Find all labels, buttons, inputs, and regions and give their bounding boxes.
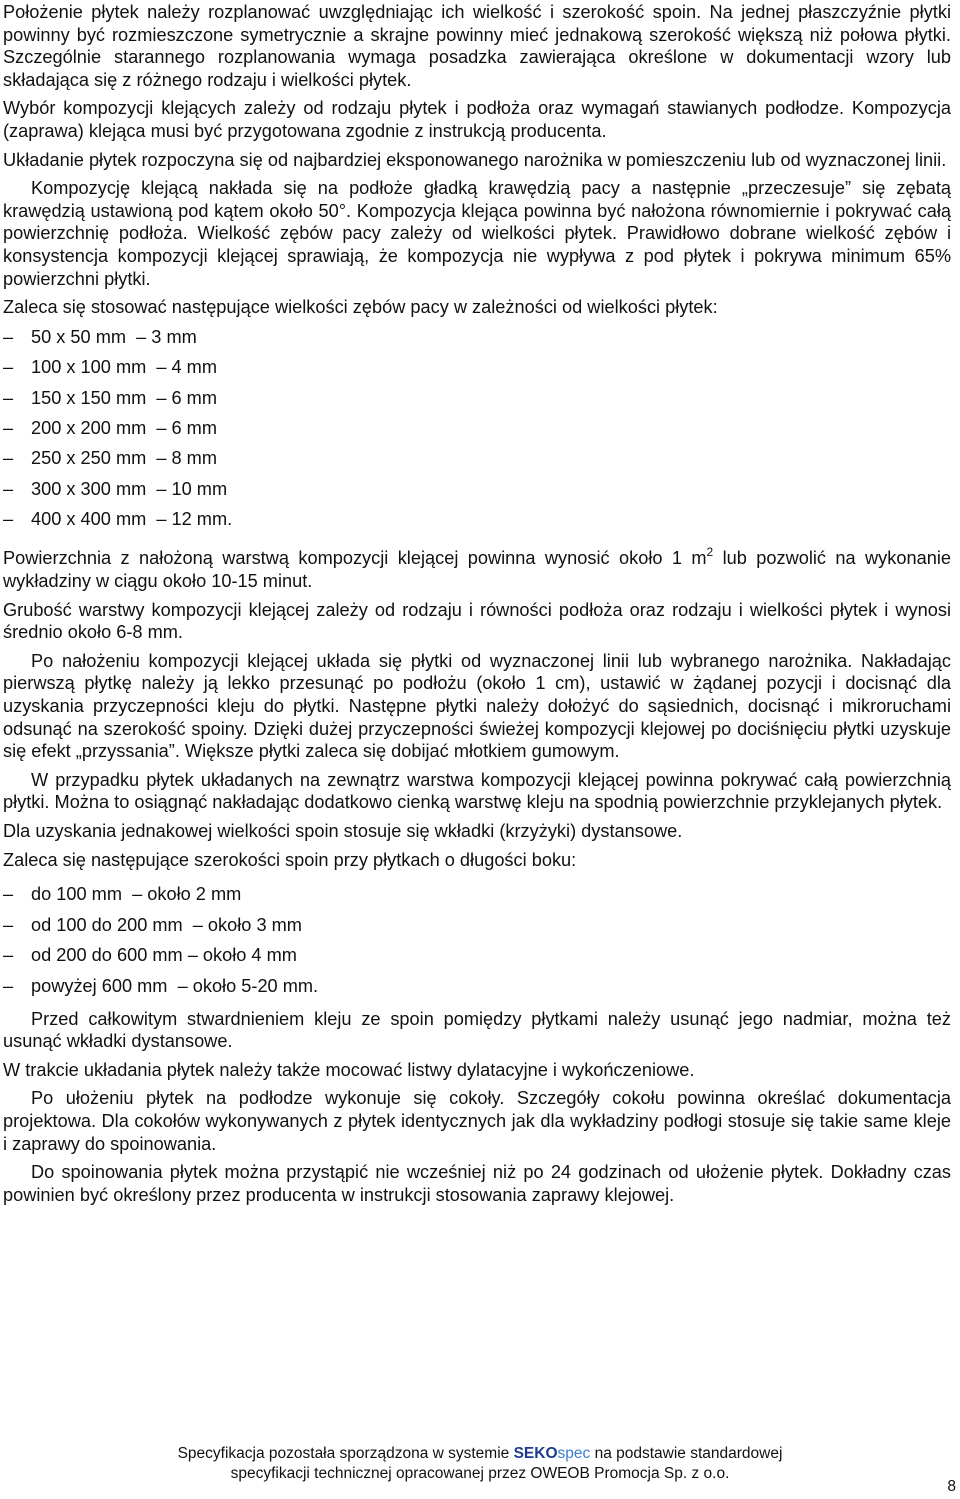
brand-logo-spec: spec <box>557 1445 591 1462</box>
document-page <box>3 1 951 1206</box>
page-number: 8 <box>947 1478 956 1495</box>
dash-bullet: – <box>3 975 14 996</box>
dash-bullet: – <box>3 326 14 347</box>
paragraph-tile-placement: Po nałożeniu kompozycji klejącej układa się płytki od wyznaczonej linii lub wybranego narożnika. Nakładając pierwszą płytkę należy ją lekko przesunąć po podłożu (około 1 cm), ustawić w żądanej pozycji i docisnąć dla uzyskania przyczepności kleju do płytki. Następne płytki należy dołożyć do sąsiednich, docisnąć i mikroruchami odsunąć na szerokość spoiny. Dzięki dużej przyczepności świeżej kompozycji klejowej po dociśnięciu płytki uzyskuje się efekt „przyssania”. Większe płytki zaleca się dobijać młotkiem gumowym. <box>3 650 951 762</box>
list-item: – do 100 mm – około 2 mm <box>3 879 951 910</box>
footer-line-1: Specyfikacja pozostała sporządzona w systemie SEKOspec na podstawie standardowej <box>177 1445 783 1462</box>
paragraph-joint-intro: Zaleca się następujące szerokości spoin przy płytkach o długości boku: <box>3 849 577 870</box>
list-item: – 250 x 250 mm – 8 mm <box>3 443 951 473</box>
paragraph-grouting: Do spoinowania płytek można przystąpić nie wcześniej niż po 24 godzinach od ułożenie płytek. Dokładny czas powinien być określony przez producenta w instrukcji stosowania zaprawy klejowej. <box>3 1162 951 1205</box>
list-item: – 300 x 300 mm – 10 mm <box>3 474 951 504</box>
paragraph-spacers: Dla uzyskania jednakowej wielkości spoin stosuje się wkładki (krzyżyki) dystansowe. <box>3 820 683 841</box>
paragraph-layer-thickness: Grubość warstwy kompozycji klejącej zależy od rodzaju i równości podłoża oraz rodzaju i wielkości płytek i wynosi średnio około 6-8 mm. <box>3 599 951 643</box>
paragraph-laying-start: Układanie płytek rozpoczyna się od najbardziej eksponowanego narożnika w pomieszczeniu lub od wyznaczonej linii. <box>3 149 947 170</box>
paragraph-tile-layout: Położenie płytek należy rozplanować uwzględniając ich wielkość i szerokość spoin. Na jednej płaszczyźnie płytki powinny być rozmieszczone symetrycznie a skrajne powinny mieć jednakową szerokość większą niż połowa płytki. Szczególnie starannego rozplanowania wymaga posadzka zawierająca określone w dokumentacji wzory lub składająca się z różnego rodzaju i wielkości płytek. <box>3 2 951 90</box>
page-footer <box>0 1444 960 1484</box>
joint-width-list <box>3 879 951 1001</box>
paragraph-expansion-strips: W trakcie układania płytek należy także mocować listwy dylatacyjne i wykończeniowe. <box>3 1059 695 1080</box>
dash-bullet: – <box>3 945 14 966</box>
list-item: – 100 x 100 mm – 4 mm <box>3 352 951 382</box>
paragraph-skirting: Po ułożeniu płytek na podłodze wykonuje się cokoły. Szczegóły cokołu powinna określać dokumentacja projektowa. Dla cokołów wykonywanych z płytek identycznych jak dla wykładziny podłogi stosuje się takie same kleje i zaprawy do spoinowania. <box>3 1088 951 1154</box>
superscript: 2 <box>706 545 714 560</box>
paragraph-coverage-time: Powierzchnia z nałożoną warstwą kompozycji klejącej powinna wynosić około 1 $m^2$ lub pozwolić na wykonanie wykładziny w ciągu około 10-15 minut. <box>3 545 951 592</box>
trowel-size-list <box>3 322 951 535</box>
list-item: – powyżej 600 mm – około 5-20 mm. <box>3 971 951 1002</box>
list-item: – 50 x 50 mm – 3 mm <box>3 322 951 352</box>
list-item: – 150 x 150 mm – 6 mm <box>3 383 951 413</box>
dash-bullet: – <box>3 509 14 530</box>
list-item: – od 100 do 200 mm – około 3 mm <box>3 910 951 941</box>
paragraph-adhesive-choice: Wybór kompozycji klejących zależy od rodzaju płytek i podłoża oraz wymagań stawianych podłodze. Kompozycja (zaprawa) klejąca musi być przygotowana zgodnie z instrukcją producenta. <box>3 98 951 141</box>
paragraph-excess-removal: Przed całkowitym stwardnieniem kleju ze spoin pomiędzy płytkami należy usunąć jego nadmiar, można też usunąć wkładki dystansowe. <box>3 1008 951 1052</box>
dash-bullet: – <box>3 448 14 469</box>
list-item: – 400 x 400 mm – 12 mm. <box>3 504 951 534</box>
dash-bullet: – <box>3 884 14 905</box>
list-item: – od 200 do 600 mm – około 4 mm <box>3 940 951 971</box>
dash-bullet: – <box>3 478 14 499</box>
paragraph-trowel-intro: Zaleca się stosować następujące wielkości zębów pacy w zależności od wielkości płytek: <box>3 297 718 318</box>
footer-line-2: specyfikacji technicznej opracowanej przez OWEOB Promocja Sp. z o.o. <box>230 1465 730 1482</box>
list-item: – 200 x 200 mm – 6 mm <box>3 413 951 443</box>
dash-bullet: – <box>3 914 14 935</box>
dash-bullet: – <box>3 387 14 408</box>
brand-logo-seko: SEKO <box>513 1445 558 1462</box>
paragraph-adhesive-application: Kompozycję klejącą nakłada się na podłoże gładką krawędzią pacy a następnie „przeczesuje” się zębatą krawędzią ustawioną pod kątem około 50°. Kompozycja klejąca powinna być nałożona równomiernie i pokrywać całą powierzchnię podłoża. Wielkość zębów pacy zależy od wielkości płytek. Prawidłowo dobrane wielkość zębów i konsystencja kompozycji klejącej sprawiają, że kompozycja nie wypływa z pod płytek i pokrywa minimum 65% powierzchni płytki. <box>3 178 951 289</box>
paragraph-outdoor-tiles: W przypadku płytek układanych na zewnątrz warstwa kompozycji klejącej powinna pokrywać całą powierzchnią płytki. Można to osiągnąć nakładając dodatkowo cienką warstwę kleju na spodnią powierzchnie przyklejanych płytek. <box>3 769 951 813</box>
dash-bullet: – <box>3 417 14 438</box>
dash-bullet: – <box>3 357 14 378</box>
